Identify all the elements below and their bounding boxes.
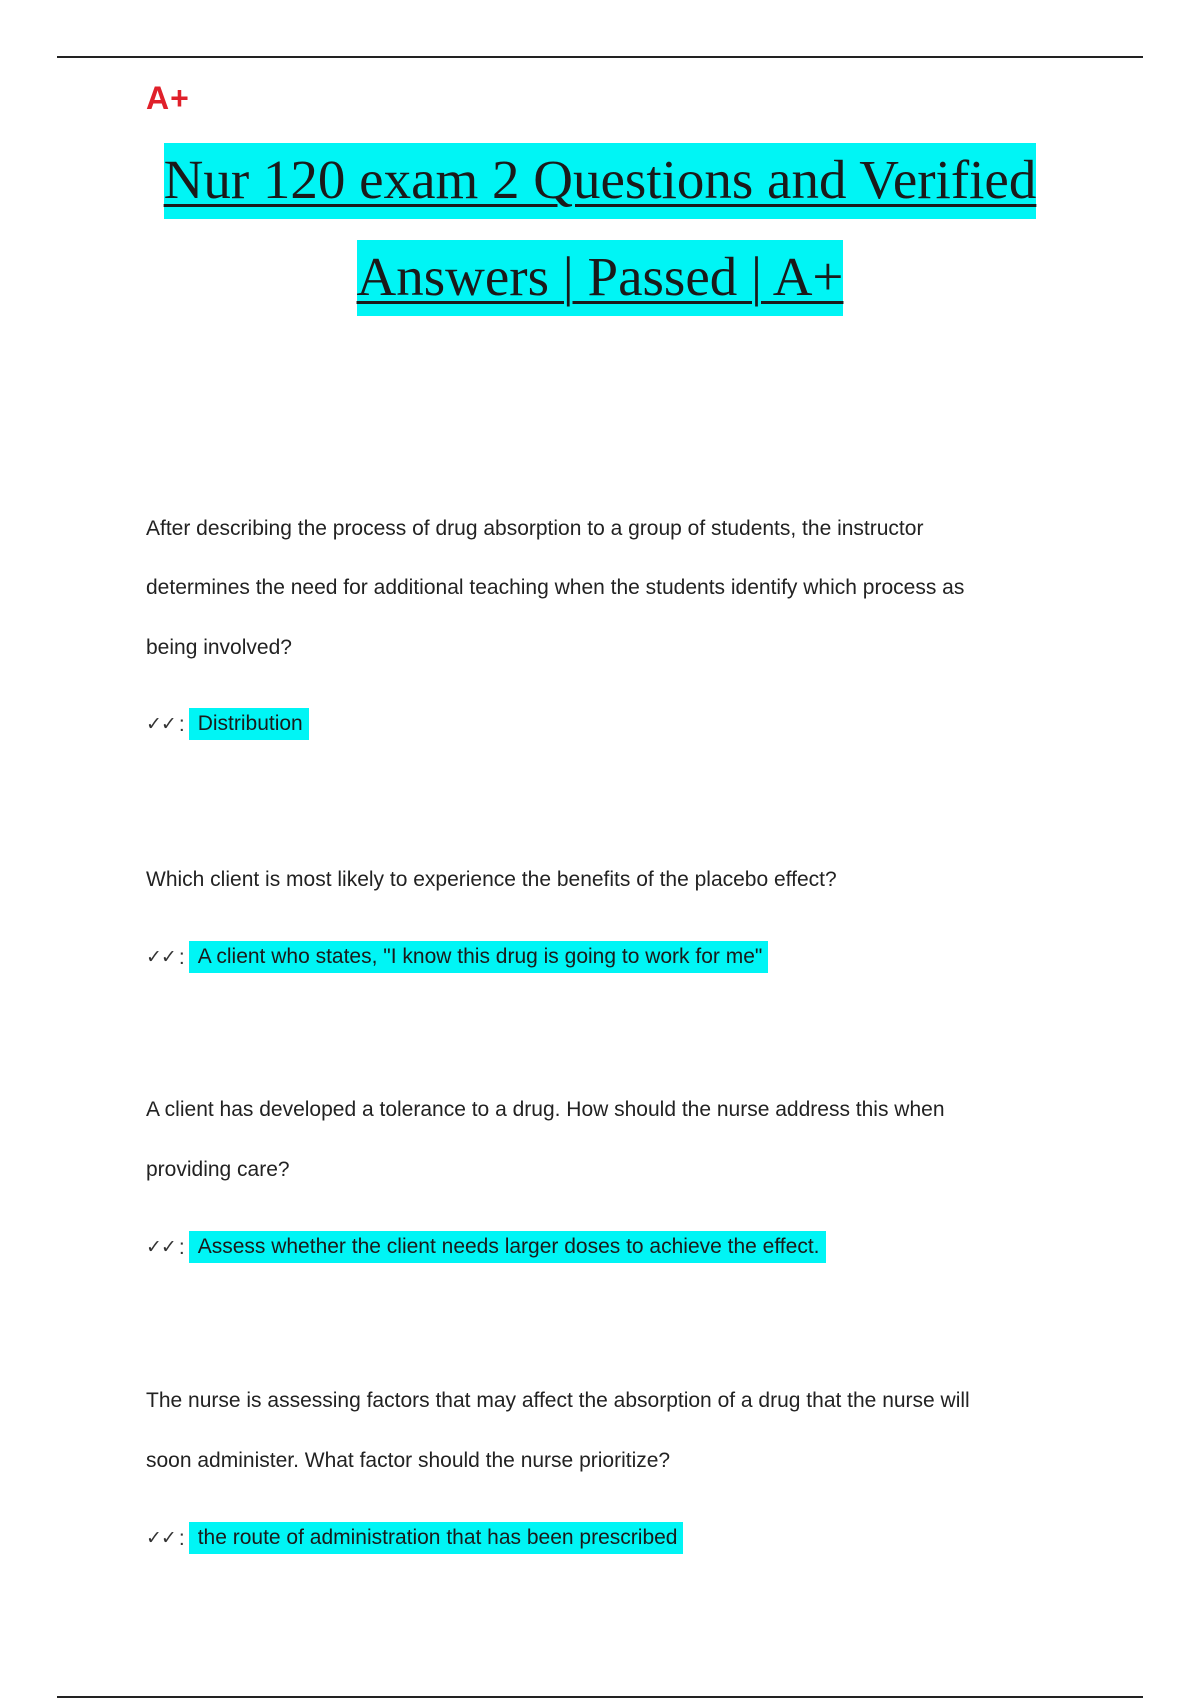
double-check-icon: ✓✓ <box>146 712 176 735</box>
question-line: being involved? <box>146 636 292 659</box>
answer-separator: : <box>178 1526 185 1550</box>
question-line: providing care? <box>146 1158 290 1181</box>
title-text-2: Answers | Passed | A+ <box>357 240 844 316</box>
answer-row <box>146 1522 683 1554</box>
double-check-icon: ✓✓ <box>146 945 176 968</box>
double-check-icon: ✓✓ <box>146 1526 176 1549</box>
answer-row <box>146 941 768 973</box>
question-line: soon administer. What factor should the nurse prioritize? <box>146 1449 671 1472</box>
question-line: After describing the process of drug absorption to a group of students, the instructor <box>146 517 924 540</box>
document-title-line-2 <box>0 246 1200 307</box>
question-line: Which client is most likely to experience the benefits of the placebo effect? <box>146 868 837 891</box>
answer-text: the route of administration that has been prescribed <box>189 1522 684 1554</box>
question-line: The nurse is assessing factors that may affect the absorption of a drug that the nurse will <box>146 1389 970 1412</box>
answer-row <box>146 1231 826 1263</box>
answer-separator: : <box>178 945 185 969</box>
title-text-1: Nur 120 exam 2 Questions and Verified <box>164 143 1037 219</box>
answer-row <box>146 708 309 740</box>
double-check-icon: ✓✓ <box>146 1235 176 1258</box>
question-line: A client has developed a tolerance to a drug. How should the nurse address this when <box>146 1098 945 1121</box>
answer-text: A client who states, "I know this drug is going to work for me" <box>189 941 769 973</box>
document-title-line-1 <box>0 149 1200 210</box>
bottom-divider <box>57 1696 1143 1698</box>
top-divider <box>57 56 1143 58</box>
answer-text: Assess whether the client needs larger doses to achieve the effect. <box>189 1231 826 1263</box>
question-line: determines the need for additional teaching when the students identify which process as <box>146 576 965 599</box>
grade-badge: A+ <box>146 80 190 116</box>
answer-separator: : <box>178 712 185 736</box>
answer-separator: : <box>178 1235 185 1259</box>
answer-text: Distribution <box>189 708 309 740</box>
